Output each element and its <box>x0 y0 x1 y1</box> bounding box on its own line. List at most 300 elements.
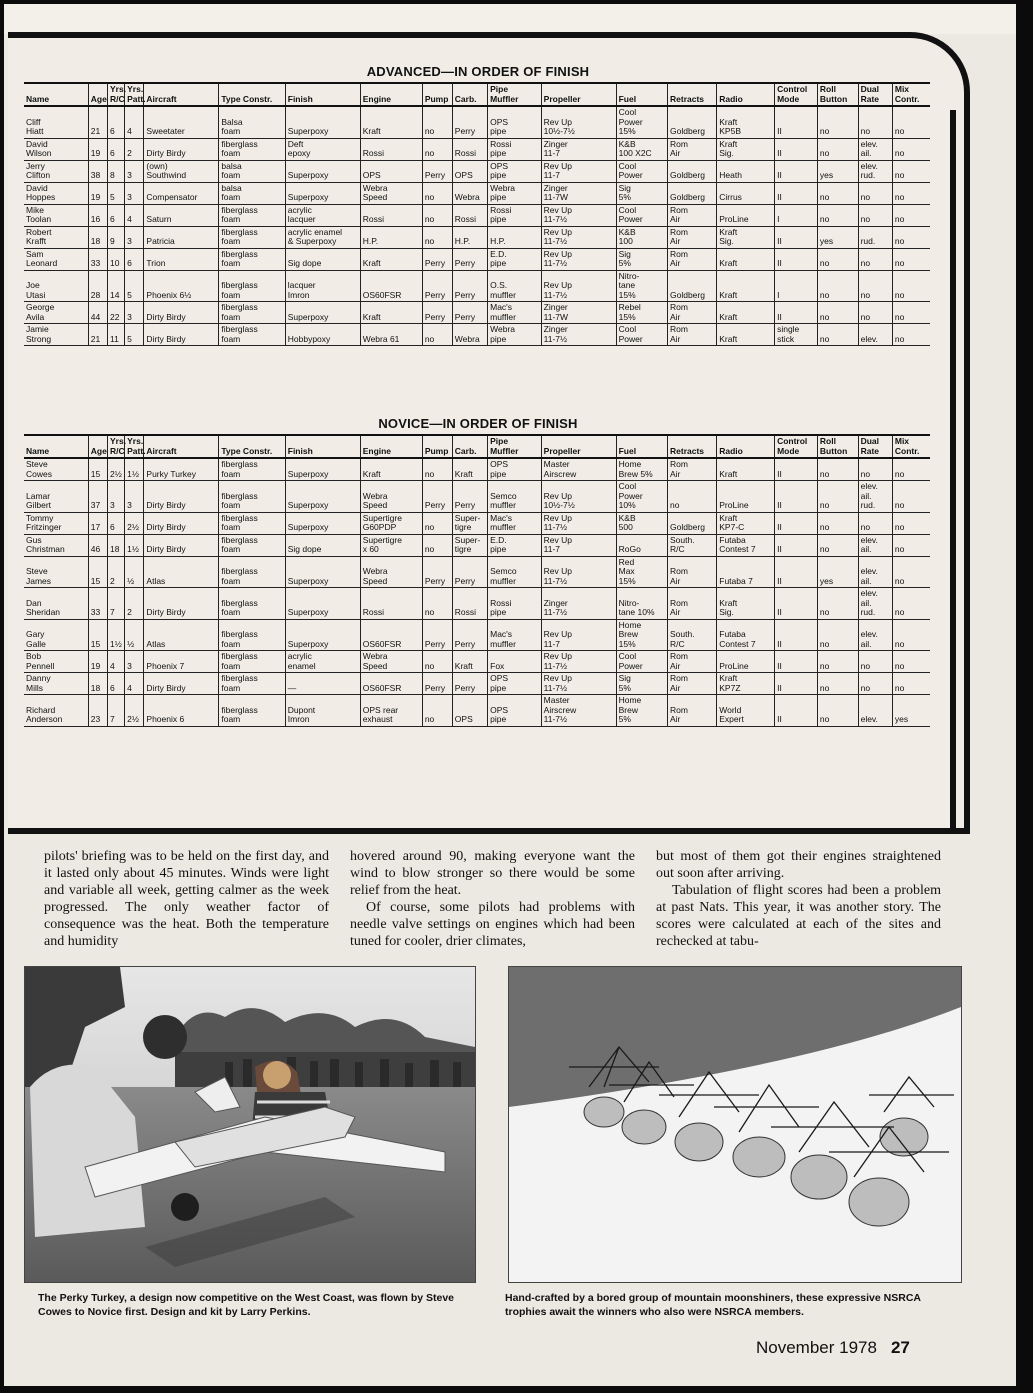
table-cell: fiberglass foam <box>219 270 285 302</box>
table-cell: Rom Air <box>668 458 717 481</box>
table-cell: Webra Speed <box>360 481 422 513</box>
table-cell: OPS <box>452 160 487 182</box>
table-cell: no <box>817 695 858 727</box>
table-cell: 6 <box>108 138 125 160</box>
table-cell: II <box>775 302 818 324</box>
novice-column-header: Mix Contr. <box>892 435 930 458</box>
body-column-2 <box>350 848 635 950</box>
table-cell: 18 <box>88 673 107 695</box>
table-cell: Perry <box>422 302 452 324</box>
table-cell: Webra pipe <box>488 182 542 204</box>
table-cell: Cirrus <box>717 182 775 204</box>
table-cell: no <box>817 458 858 481</box>
table-cell: elev. <box>858 695 892 727</box>
table-cell: 38 <box>88 160 107 182</box>
table-cell: no <box>858 302 892 324</box>
table-cell: fiberglass foam <box>219 534 285 556</box>
table-cell: 21 <box>88 106 107 138</box>
table-cell: 19 <box>88 182 107 204</box>
perky-turkey-photo-image <box>25 967 475 1282</box>
table-cell: fiberglass foam <box>219 324 285 346</box>
table-cell: George Avila <box>24 302 88 324</box>
table-cell: II <box>775 695 818 727</box>
table-cell: 16 <box>88 204 107 226</box>
table-cell: 18 <box>88 226 107 248</box>
table-cell: elev. ail. <box>858 556 892 588</box>
table-cell: OPS pipe <box>488 673 542 695</box>
table-cell: Perry <box>452 619 487 651</box>
table-row <box>24 481 930 513</box>
table-cell: OPS <box>452 695 487 727</box>
novice-column-header: Radio <box>717 435 775 458</box>
table-cell: Home Brew 5% <box>616 458 667 481</box>
table-cell: Superpoxy <box>285 106 360 138</box>
table-cell: fiberglass foam <box>219 481 285 513</box>
table-cell: Goldberg <box>668 106 717 138</box>
table-cell: 2 <box>125 588 144 620</box>
table-row <box>24 534 930 556</box>
table-cell: no <box>858 248 892 270</box>
table-cell: elev. ail. rud. <box>858 588 892 620</box>
table-cell: Webra <box>452 324 487 346</box>
table-cell: II <box>775 588 818 620</box>
issue-date: November 1978 <box>756 1338 877 1357</box>
page-top-margin <box>4 4 1016 34</box>
table-cell: Sig 5% <box>616 673 667 695</box>
table-cell: Supertigre G60PDP <box>360 512 422 534</box>
table-cell: Webra Speed <box>360 182 422 204</box>
table-cell: OS60FSR <box>360 673 422 695</box>
table-cell: ½ <box>125 556 144 588</box>
table-cell: no <box>892 651 930 673</box>
table-cell: Rossi <box>452 588 487 620</box>
table-cell: Futaba Contest 7 <box>717 534 775 556</box>
table-cell: Cool Power <box>616 204 667 226</box>
table-cell: fiberglass foam <box>219 204 285 226</box>
table-cell: Sig dope <box>285 534 360 556</box>
body-column-1 <box>44 848 329 950</box>
table-cell: balsa foam <box>219 160 285 182</box>
novice-table-body <box>24 458 930 726</box>
table-cell: 1½ <box>125 458 144 481</box>
table-cell: Dupont Imron <box>285 695 360 727</box>
table-cell: 3 <box>125 160 144 182</box>
table-cell: Webra Speed <box>360 651 422 673</box>
left-photo-caption: The Perky Turkey, a design now competitive on the West Coast, was flown by Steve Cowes to Novice first. Design and kit by Larry Perkins. <box>38 1292 455 1318</box>
table-cell: Kraft <box>717 270 775 302</box>
table-cell: elev. ail. rud. <box>858 481 892 513</box>
novice-column-header: Yrs. R/C <box>108 435 125 458</box>
table-cell: Cool Power 10% <box>616 481 667 513</box>
table-cell: Perry <box>422 556 452 588</box>
table-cell: Steve James <box>24 556 88 588</box>
table-cell: Kraft <box>360 248 422 270</box>
table-cell: World Expert <box>717 695 775 727</box>
table-cell: no <box>892 106 930 138</box>
table-cell: Superpoxy <box>285 512 360 534</box>
table-cell: Superpoxy <box>285 556 360 588</box>
table-cell: Kraft Sig. <box>717 226 775 248</box>
table-cell: no <box>892 512 930 534</box>
table-cell: no <box>892 248 930 270</box>
advanced-column-header: Radio <box>717 83 775 106</box>
table-cell: 33 <box>88 248 107 270</box>
table-cell: Rossi pipe <box>488 138 542 160</box>
table-cell: Kraft <box>717 248 775 270</box>
table-cell: 4 <box>125 106 144 138</box>
table-cell: Sig 5% <box>616 248 667 270</box>
table-cell: Kraft <box>360 302 422 324</box>
body-column-3 <box>656 848 941 950</box>
table-cell: 6 <box>108 106 125 138</box>
table-cell: Rev Up 11-7½ <box>541 673 616 695</box>
table-cell: fiberglass foam <box>219 556 285 588</box>
table-cell: Dirty Birdy <box>144 481 219 513</box>
table-cell: Rev Up 11-7½ <box>541 651 616 673</box>
table-cell: H.P. <box>452 226 487 248</box>
advanced-column-header: Type Constr. <box>219 83 285 106</box>
table-cell: no <box>892 458 930 481</box>
table-cell: Kraft KP5B <box>717 106 775 138</box>
table-cell: Rev Up 11-7 <box>541 619 616 651</box>
table-cell: 15 <box>88 556 107 588</box>
table-cell: Tommy Fritzinger <box>24 512 88 534</box>
table-cell: elev. ail. <box>858 138 892 160</box>
table-cell: no <box>817 182 858 204</box>
table-cell: II <box>775 534 818 556</box>
table-cell: Webra 61 <box>360 324 422 346</box>
table-cell: Rossi pipe <box>488 588 542 620</box>
novice-header-row <box>24 435 930 458</box>
table-cell: Deft epoxy <box>285 138 360 160</box>
table-cell: Cool Power <box>616 651 667 673</box>
table-cell: 2 <box>108 556 125 588</box>
table-cell: I <box>775 270 818 302</box>
table-cell: II <box>775 512 818 534</box>
table-cell: no <box>422 588 452 620</box>
table-cell: Balsa foam <box>219 106 285 138</box>
table-cell: Perry <box>452 556 487 588</box>
table-cell: no <box>892 138 930 160</box>
table-cell: fiberglass foam <box>219 588 285 620</box>
table-cell: Goldberg <box>668 270 717 302</box>
table-cell: 33 <box>88 588 107 620</box>
table-cell: no <box>422 512 452 534</box>
table-cell: Lamar Gilbert <box>24 481 88 513</box>
table-cell: II <box>775 138 818 160</box>
table-cell: Kraft <box>717 324 775 346</box>
novice-column-header: Roll Button <box>817 435 858 458</box>
table-cell: Atlas <box>144 556 219 588</box>
table-cell: fiberglass foam <box>219 302 285 324</box>
table-cell: no <box>422 534 452 556</box>
table-cell: Perry <box>422 673 452 695</box>
table-cell: Trion <box>144 248 219 270</box>
table-cell: no <box>422 695 452 727</box>
table-cell: Perry <box>452 270 487 302</box>
table-cell: no <box>892 619 930 651</box>
advanced-column-header: Finish <box>285 83 360 106</box>
table-cell: Rossi <box>360 138 422 160</box>
table-cell: fiberglass foam <box>219 138 285 160</box>
table-row <box>24 651 930 673</box>
table-cell: Rom Air <box>668 138 717 160</box>
table-row <box>24 226 930 248</box>
table-cell: 18 <box>108 534 125 556</box>
table-cell: Rom Air <box>668 248 717 270</box>
table-cell: Superpoxy <box>285 182 360 204</box>
table-cell: Jamie Strong <box>24 324 88 346</box>
table-cell: no <box>892 481 930 513</box>
table-cell: OS60FSR <box>360 619 422 651</box>
advanced-column-header: Age <box>88 83 107 106</box>
table-row <box>24 160 930 182</box>
table-cell: Semco muffler <box>488 556 542 588</box>
table-cell: Zinger 11-7½ <box>541 588 616 620</box>
table-cell: no <box>858 673 892 695</box>
table-cell: Webra <box>452 182 487 204</box>
table-cell: acrylic enamel <box>285 651 360 673</box>
table-cell: no <box>817 302 858 324</box>
table-cell: Rom Air <box>668 302 717 324</box>
novice-column-header: Type Constr. <box>219 435 285 458</box>
table-cell: 3 <box>108 481 125 513</box>
novice-column-header: Name <box>24 435 88 458</box>
table-cell: Robert Krafft <box>24 226 88 248</box>
table-cell: David Wilson <box>24 138 88 160</box>
table-cell: ProLine <box>717 481 775 513</box>
table-cell: Master Airscrew <box>541 458 616 481</box>
table-cell: II <box>775 481 818 513</box>
table-cell: Red Max 15% <box>616 556 667 588</box>
table-cell: Phoenix 6½ <box>144 270 219 302</box>
table-row <box>24 302 930 324</box>
table-cell: Semco muffler <box>488 481 542 513</box>
table-cell: Gus Christman <box>24 534 88 556</box>
table-cell: Superpoxy <box>285 588 360 620</box>
table-cell: Goldberg <box>668 512 717 534</box>
table-cell: no <box>892 302 930 324</box>
table-cell: Dirty Birdy <box>144 673 219 695</box>
table-cell: no <box>422 204 452 226</box>
table-cell: 6 <box>125 248 144 270</box>
table-cell: 22 <box>108 302 125 324</box>
table-row <box>24 182 930 204</box>
body-paragraph: Tabulation of flight scores had been a problem at past Nats. This year, it was another story. The scores were calculated at each of the sites and rechecked at tabu- <box>656 883 941 949</box>
table-row <box>24 588 930 620</box>
table-cell: rud. <box>858 226 892 248</box>
table-cell: Perry <box>452 302 487 324</box>
nsrca-trophies-photo <box>508 966 962 1283</box>
panel-right-rule <box>950 110 956 834</box>
advanced-column-header: Pump <box>422 83 452 106</box>
table-cell: 19 <box>88 138 107 160</box>
table-cell: I <box>775 204 818 226</box>
table-cell: fiberglass foam <box>219 695 285 727</box>
table-cell: — <box>285 673 360 695</box>
table-cell: Dan Sheridan <box>24 588 88 620</box>
novice-column-header: Aircraft <box>144 435 219 458</box>
table-cell: Sig dope <box>285 248 360 270</box>
table-cell: II <box>775 651 818 673</box>
table-cell: 10 <box>108 248 125 270</box>
table-cell: Bob Pennell <box>24 651 88 673</box>
table-cell: 44 <box>88 302 107 324</box>
table-cell: Rev Up 11-7½ <box>541 270 616 302</box>
table-cell: Goldberg <box>668 160 717 182</box>
table-cell: no <box>422 324 452 346</box>
table-cell: Rossi <box>360 204 422 226</box>
novice-column-header: Fuel <box>616 435 667 458</box>
novice-column-header: Retracts <box>668 435 717 458</box>
table-cell: no <box>858 651 892 673</box>
advanced-column-header: Pipe Muffler <box>488 83 542 106</box>
table-cell: no <box>892 588 930 620</box>
advanced-column-header: Control Mode <box>775 83 818 106</box>
table-cell: Cool Power <box>616 324 667 346</box>
table-cell: 37 <box>88 481 107 513</box>
table-cell: K&B 100 X2C <box>616 138 667 160</box>
table-cell: South. R/C <box>668 619 717 651</box>
novice-column-header: Pipe Muffler <box>488 435 542 458</box>
table-cell: Mike Toolan <box>24 204 88 226</box>
table-cell: Supertigre x 60 <box>360 534 422 556</box>
table-cell: no <box>817 138 858 160</box>
nsrca-trophies-photo-image <box>509 967 961 1282</box>
advanced-column-header: Yrs. Patt. <box>125 83 144 106</box>
table-cell: Perry <box>422 248 452 270</box>
advanced-results-table <box>24 82 930 346</box>
table-cell: South. R/C <box>668 534 717 556</box>
table-cell: II <box>775 619 818 651</box>
novice-table-title: NOVICE—IN ORDER OF FINISH <box>378 416 578 431</box>
table-cell: Mac's muffler <box>488 512 542 534</box>
table-cell: Cool Power <box>616 160 667 182</box>
table-cell: E.D. pipe <box>488 534 542 556</box>
table-cell: II <box>775 673 818 695</box>
page-number: 27 <box>890 1338 910 1357</box>
table-cell: II <box>775 160 818 182</box>
novice-column-header: Carb. <box>452 435 487 458</box>
table-cell: Zinger 11-7 <box>541 138 616 160</box>
table-cell: II <box>775 248 818 270</box>
table-cell: fiberglass foam <box>219 619 285 651</box>
panel-bottom-rule <box>8 828 964 834</box>
body-paragraph: Of course, some pilots had problems with needle valve settings on engines which had been tuned for cooler, drier climates, <box>350 900 635 949</box>
table-cell: Dirty Birdy <box>144 512 219 534</box>
table-cell: no <box>858 182 892 204</box>
table-cell: 14 <box>108 270 125 302</box>
table-row <box>24 106 930 138</box>
table-cell: no <box>892 204 930 226</box>
body-paragraph: hovered around 90, making everyone want the wind to blow stronger so there would be some relief from the heat. <box>350 849 635 898</box>
table-cell: Heath <box>717 160 775 182</box>
table-cell: Rev Up 11-7½ <box>541 204 616 226</box>
table-cell: Joe Utasi <box>24 270 88 302</box>
table-cell: Perry <box>452 106 487 138</box>
table-cell: Kraft KP7-C <box>717 512 775 534</box>
table-cell: 2½ <box>125 695 144 727</box>
table-cell: Saturn <box>144 204 219 226</box>
table-cell: 15 <box>88 619 107 651</box>
table-cell: Super- tigre <box>452 512 487 534</box>
table-cell: elev. <box>858 324 892 346</box>
table-cell: 5 <box>125 324 144 346</box>
table-cell: Rev Up 11-7½ <box>541 556 616 588</box>
table-cell: no <box>817 106 858 138</box>
table-cell: Rebel 15% <box>616 302 667 324</box>
table-cell: Zinger 11-7W <box>541 302 616 324</box>
table-cell: 6 <box>108 512 125 534</box>
table-cell: Jerry Clifton <box>24 160 88 182</box>
table-cell: 6 <box>108 204 125 226</box>
table-cell: Sig 5% <box>616 182 667 204</box>
table-cell: 9 <box>108 226 125 248</box>
table-cell: 2 <box>125 138 144 160</box>
table-cell: Kraft KP7Z <box>717 673 775 695</box>
table-cell: no <box>858 106 892 138</box>
table-row <box>24 138 930 160</box>
table-cell: Superpoxy <box>285 458 360 481</box>
table-cell: Nitro- tane 15% <box>616 270 667 302</box>
advanced-column-header: Dual Rate <box>858 83 892 106</box>
table-cell: 5 <box>125 270 144 302</box>
perky-turkey-photo <box>24 966 476 1283</box>
table-cell: Hobbypoxy <box>285 324 360 346</box>
table-cell: E.D. pipe <box>488 248 542 270</box>
advanced-column-header: Mix Contr. <box>892 83 930 106</box>
table-cell: Sam Leonard <box>24 248 88 270</box>
table-cell: 15 <box>88 458 107 481</box>
table-cell: O.S. muffler <box>488 270 542 302</box>
table-cell: no <box>892 226 930 248</box>
table-cell: Superpoxy <box>285 302 360 324</box>
table-cell: fiberglass foam <box>219 458 285 481</box>
table-cell: OPS pipe <box>488 106 542 138</box>
advanced-column-header: Yrs. R/C <box>108 83 125 106</box>
table-cell: no <box>422 138 452 160</box>
table-row <box>24 619 930 651</box>
novice-column-header: Propeller <box>541 435 616 458</box>
table-cell: no <box>892 270 930 302</box>
table-cell: no <box>858 204 892 226</box>
table-cell: Zinger 11-7W <box>541 182 616 204</box>
table-cell: II <box>775 458 818 481</box>
table-cell: Superpoxy <box>285 160 360 182</box>
table-cell: no <box>422 106 452 138</box>
advanced-table-body <box>24 106 930 346</box>
table-cell: fiberglass foam <box>219 512 285 534</box>
table-cell: no <box>422 226 452 248</box>
table-cell: Dirty Birdy <box>144 588 219 620</box>
table-cell: II <box>775 226 818 248</box>
table-cell: 3 <box>125 651 144 673</box>
table-cell: no <box>422 458 452 481</box>
table-cell: 1½ <box>108 619 125 651</box>
advanced-column-header: Retracts <box>668 83 717 106</box>
table-cell: no <box>892 182 930 204</box>
table-cell: Dirty Birdy <box>144 302 219 324</box>
table-cell: fiberglass foam <box>219 651 285 673</box>
table-cell: Dirty Birdy <box>144 534 219 556</box>
table-cell: Rom Air <box>668 651 717 673</box>
table-cell: elev. rud. <box>858 160 892 182</box>
table-cell: 7 <box>108 695 125 727</box>
table-cell: Kraft <box>717 458 775 481</box>
table-cell: Rossi <box>452 204 487 226</box>
table-row <box>24 324 930 346</box>
table-cell: 23 <box>88 695 107 727</box>
